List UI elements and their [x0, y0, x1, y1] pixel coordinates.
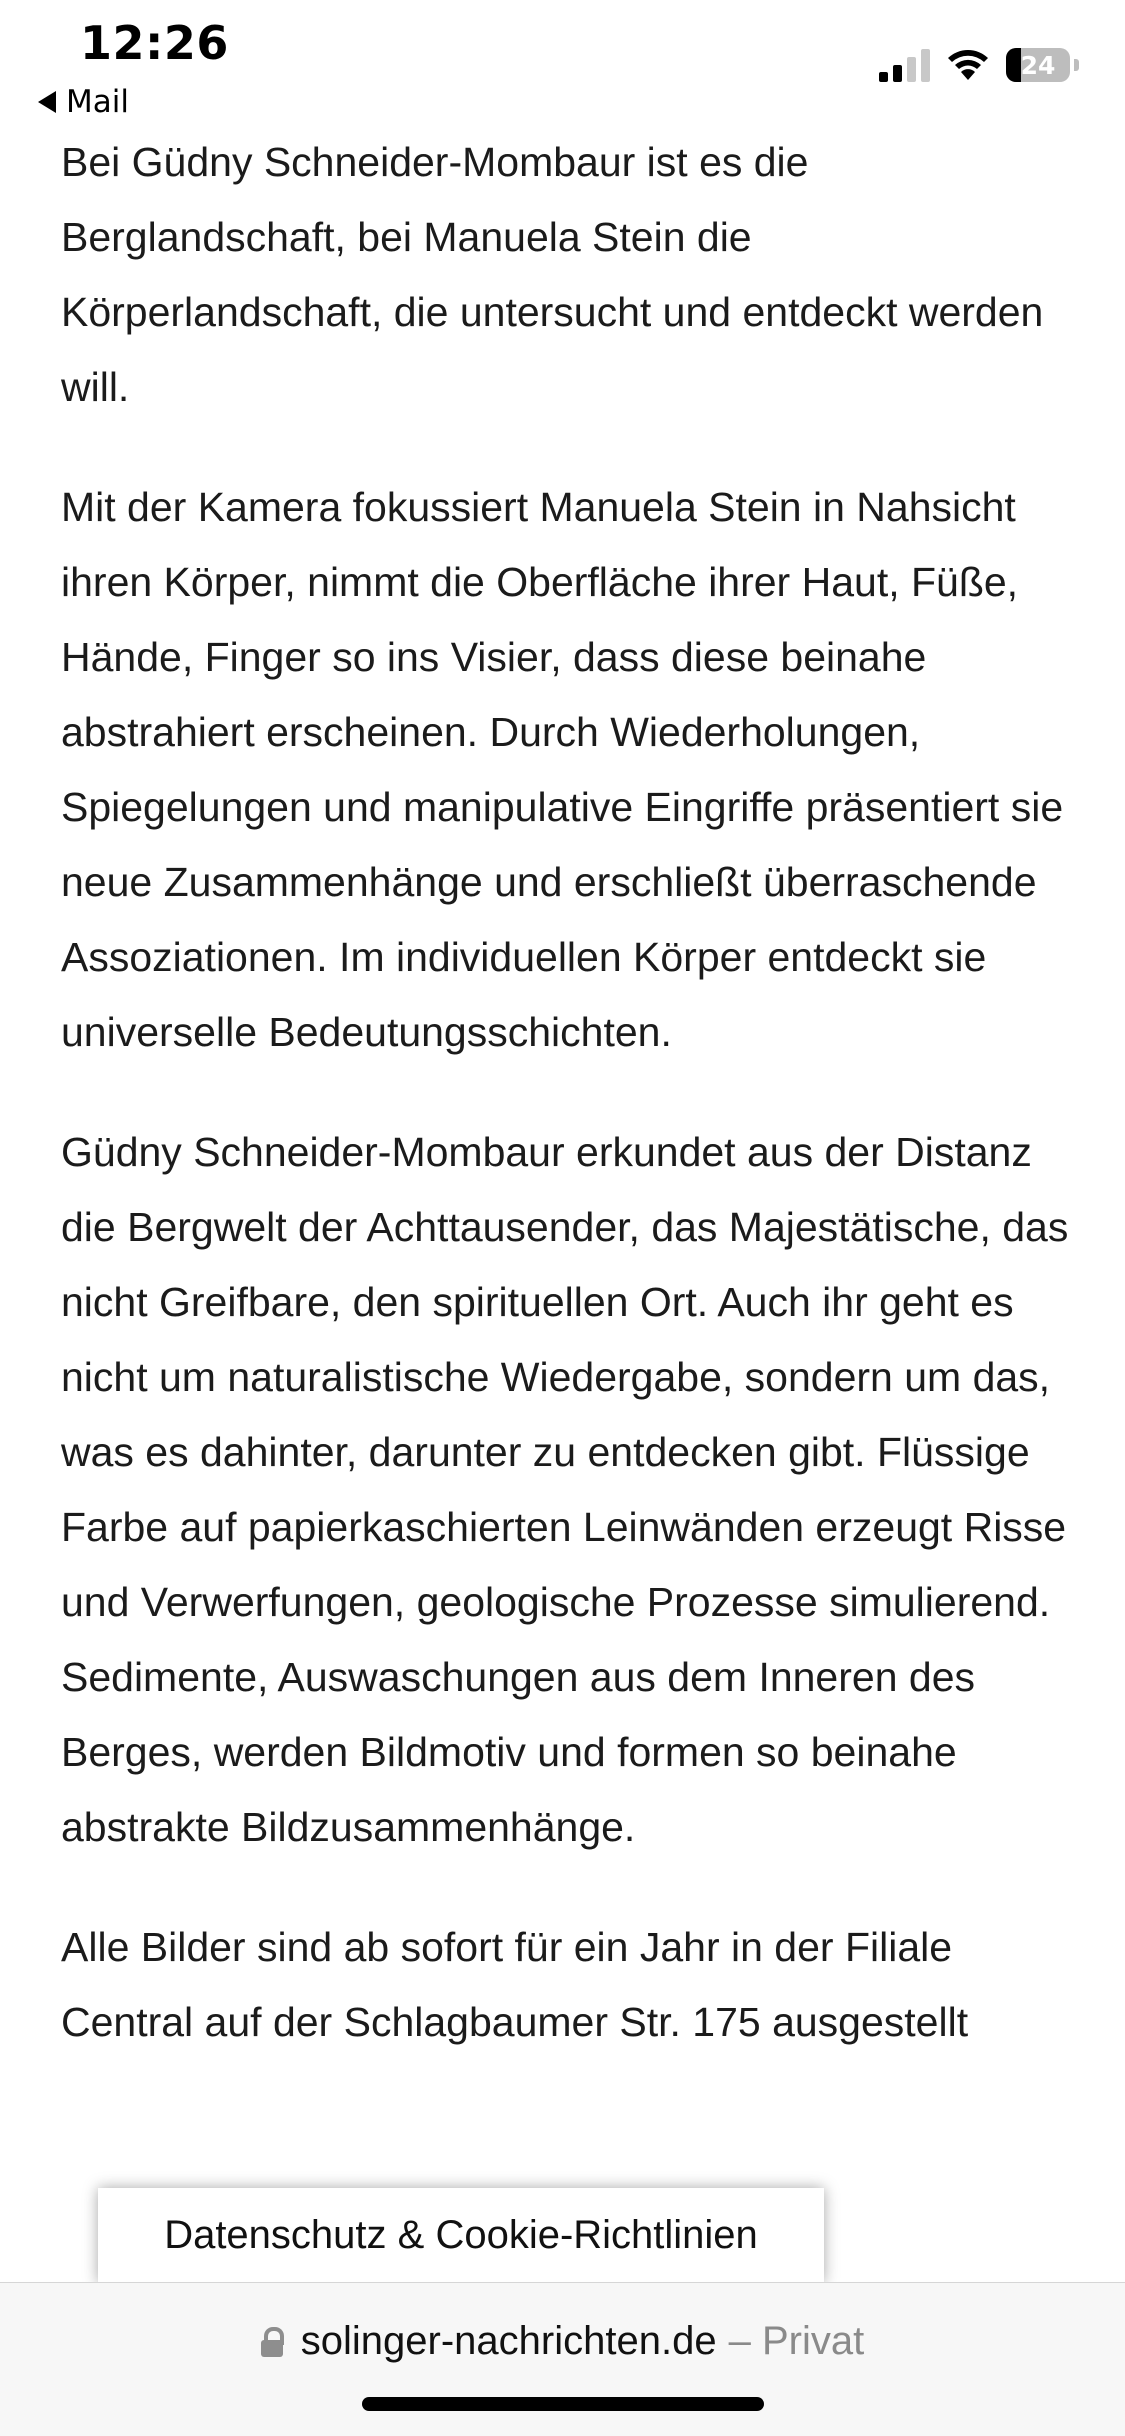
article-paragraph: Alle Bilder sind ab sofort für ein Jahr in der Filiale Central auf der Schlagbaumer Str. 175 ausgestellt [61, 1924, 969, 2045]
back-triangle-icon [38, 91, 56, 113]
status-bar [0, 0, 1125, 135]
privacy-mode-label: – Privat [728, 2319, 865, 2363]
article-paragraph: Güdny Schneider-Mombaur erkundet aus der Distanz die Bergwelt der Achttausender, das Majestätische, das nicht Greifbare, den spirituellen Ort. Auch ihr geht es nicht um naturalistische Wiedergabe, sondern um das, was es dahinter, darunter zu entdecken gibt. Flüssige Farbe auf papierkaschierten Leinwänden erzeugt Risse und Verwerfungen, geologische Prozesse simulierend. Sedimente, Auswaschungen aus dem Inneren des Berges, werden Bildmotiv und formen so beinahe abstrakte Bildzusammenhänge. [61, 1129, 1069, 1850]
battery-icon [1006, 48, 1070, 82]
cookie-policy-button[interactable]: Datenschutz & Cookie-Richtlinien [98, 2188, 824, 2283]
back-to-mail-link[interactable] [38, 84, 129, 120]
status-icons [879, 48, 1079, 82]
battery-cap [1074, 59, 1079, 71]
article-paragraph: Bei Güdny Schneider-Mombaur ist es die Berglandschaft, bei Manuela Stein die Körperlandschaft, die untersucht und entdeckt werden will. [61, 139, 1044, 410]
browser-url-bar[interactable] [0, 2282, 1125, 2436]
url-domain: solinger-nachrichten.de [300, 2319, 717, 2363]
wifi-icon [946, 48, 990, 82]
status-time: 12:26 [80, 16, 229, 70]
url-row[interactable] [0, 2319, 1125, 2364]
back-to-mail-label: Mail [66, 84, 129, 120]
home-indicator[interactable] [362, 2397, 764, 2411]
battery-level: 24 [1020, 50, 1056, 80]
article-paragraph: Mit der Kamera fokussiert Manuela Stein in Nahsicht ihren Körper, nimmt die Oberfläche ihrer Haut, Füße, Hände, Finger so ins Visier, dass diese beinahe abstrahiert erscheinen. Durch Wiederholungen, Spiegelungen und manipulative Eingriffe präsentiert sie neue Zusammenhänge und erschließt überraschende Assoziationen. Im individuellen Körper entdeckt sie universelle Bedeutungsschichten. [61, 484, 1064, 1055]
article-body [61, 125, 1081, 2105]
cellular-signal-icon [879, 48, 930, 82]
lock-icon [261, 2327, 283, 2357]
